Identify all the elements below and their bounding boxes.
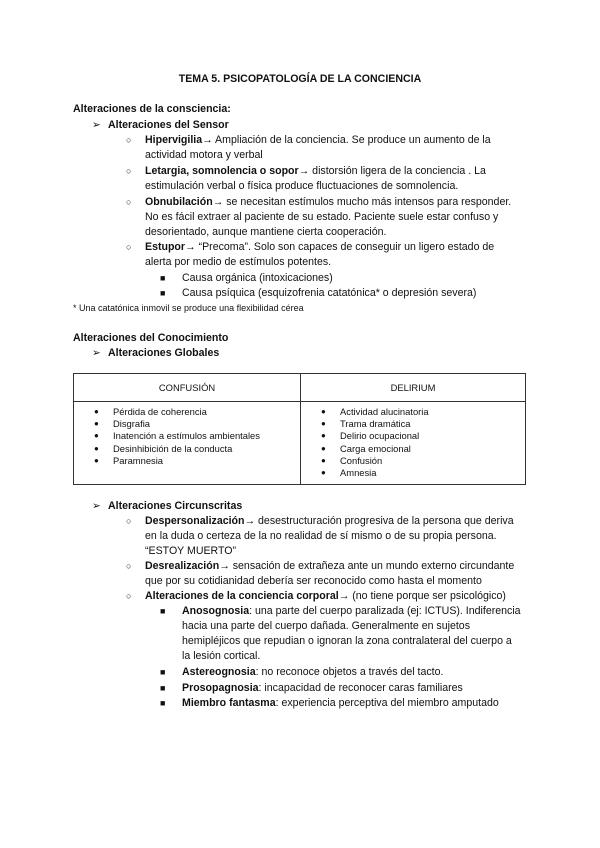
term: Letargia, somnolencia o sopor (145, 165, 299, 177)
list-item (321, 430, 525, 442)
definition: : no reconoce objetos a través del tacto. (255, 666, 444, 678)
definition: : una parte del cuerpo paralizada (ej: ICTUS). Indiferencia (249, 605, 521, 617)
definition-cont: hacia una parte del cuerpo dañada. Generalmente en sujetos (182, 620, 470, 632)
term: Anosognosia (182, 605, 250, 617)
list-item (94, 455, 300, 467)
dot-bullet-icon: ● (94, 455, 99, 465)
list-item (321, 455, 525, 467)
dot-bullet-icon: ● (321, 419, 326, 429)
definition: → (no tiene porque ser psicológico) (338, 590, 506, 602)
definition: → se necesitan estímulos mucho más intensos para responder. (212, 196, 512, 208)
item-text: Inatención a estímulos ambientales (113, 430, 260, 442)
term: Estupor (145, 241, 186, 253)
list-item-obnubilacion (126, 195, 526, 240)
list-item (94, 418, 300, 430)
dot-bullet-icon: ● (321, 431, 326, 441)
subitem-causa-psiquica (160, 286, 526, 301)
item-text: Trama dramática (340, 418, 411, 430)
definition: → Ampliación de la conciencia. Se produce un aumento de la (202, 134, 491, 146)
arrow-bullet-icon: ➢ (92, 500, 101, 512)
list-item-conciencia-corporal (126, 589, 526, 604)
list-item-desrealizacion (126, 559, 526, 589)
list-item (321, 418, 525, 430)
circle-bullet-icon: ○ (126, 197, 132, 207)
list-item-hipervigilia (126, 133, 526, 163)
dot-bullet-icon: ● (321, 407, 326, 416)
term: Astereognosia (182, 666, 256, 678)
term: Desrealización (145, 560, 220, 572)
definition-cont: desorientado, aunque mantiene cierta cooperación. (145, 226, 387, 238)
square-bullet-icon: ■ (160, 606, 166, 616)
list-item (321, 443, 525, 455)
definition-cont: “ESTOY MUERTO” (145, 545, 237, 557)
term: Alteraciones de la conciencia corporal (145, 590, 339, 602)
circle-bullet-icon: ○ (126, 166, 132, 176)
definition: : experiencia perceptiva del miembro amputado (275, 697, 499, 709)
subheading-label: Alteraciones Globales (108, 347, 220, 359)
subheading-globales (92, 346, 219, 361)
definition-cont: en la duda o certeza de la no realidad de sí mismo o de su propia persona. (145, 530, 497, 542)
term: Hipervigilia (145, 134, 203, 146)
definition-cont: hemipléjicos que repudian o ignoran la zona contralateral del cuerpo a (182, 635, 512, 647)
circle-bullet-icon: ○ (126, 591, 132, 601)
term: Prosopagnosia (182, 682, 259, 694)
subheading-circunscritas (92, 499, 242, 514)
item-text: Desinhibición de la conducta (113, 442, 233, 454)
comparison-table (73, 373, 526, 485)
item-text: Amnesia (340, 467, 377, 479)
term: Obnubilación (145, 196, 213, 208)
subheading-label: Alteraciones del Sensor (108, 119, 229, 131)
list-item (321, 406, 525, 418)
definition: → distorsión ligera de la conciencia . La (298, 165, 486, 177)
square-bullet-icon: ■ (160, 667, 166, 677)
item-text: Delirio ocupacional (340, 430, 420, 442)
dot-bullet-icon: ● (321, 443, 326, 453)
page-title: TEMA 5. PSICOPATOLOGÍA DE LA CONCIENCIA (178, 73, 422, 85)
definition: → desestructuración progresiva de la persona que deriva (244, 515, 514, 527)
table-header-confusion: CONFUSIÓN (74, 374, 301, 402)
subitem-text: Causa psíquica (esquizofrenia catatónica* o depresión severa) (182, 287, 477, 299)
table-cell-delirium (301, 402, 526, 485)
dot-bullet-icon: ● (94, 407, 99, 416)
definition-cont: No es fácil extraer al paciente de su estado. Paciente suele estar confuso y (145, 211, 499, 223)
list-item-despersonalizacion (126, 514, 526, 559)
definition-cont: actividad motora y verbal (145, 149, 263, 161)
subitem-miembro-fantasma (160, 696, 526, 711)
section-heading-consciencia: Alteraciones de la consciencia: (73, 103, 231, 115)
square-bullet-icon: ■ (160, 273, 166, 283)
list-item (321, 467, 525, 479)
item-text: Disgrafia (113, 418, 150, 430)
term: Miembro fantasma (182, 697, 276, 709)
list-item-letargia (126, 164, 526, 194)
dot-bullet-icon: ● (94, 443, 99, 453)
square-bullet-icon: ■ (160, 698, 166, 708)
subheading-label: Alteraciones Circunscritas (108, 500, 243, 512)
list-item (94, 430, 300, 442)
table-cell-confusion (74, 402, 301, 485)
definition: : incapacidad de reconocer caras familiares (258, 682, 463, 694)
subheading-sensor (92, 118, 229, 133)
square-bullet-icon: ■ (160, 683, 166, 693)
definition-cont: estimulación verbal o física produce fluctuaciones de somnolencia. (145, 180, 459, 192)
definition-cont: la lesión cortical. (182, 650, 261, 662)
circle-bullet-icon: ○ (126, 516, 132, 526)
arrow-bullet-icon: ➢ (92, 347, 101, 359)
list-item (94, 443, 300, 455)
list-item-estupor (126, 240, 526, 270)
circle-bullet-icon: ○ (126, 561, 132, 571)
definition-cont: que por su cotidianidad debería ser reconocido como hasta el momento (145, 575, 482, 587)
subitem-prosopagnosia (160, 681, 526, 696)
item-text: Pérdida de coherencia (113, 406, 207, 417)
footnote: * Una catatónica inmovil se produce una flexibilidad cérea (73, 303, 304, 313)
item-text: Carga emocional (340, 442, 411, 454)
subitem-text: Causa orgánica (intoxicaciones) (182, 272, 333, 284)
definition: → “Precoma”. Solo son capaces de conseguir un ligero estado de (185, 241, 495, 253)
definition: → sensación de extrañeza ante un mundo externo circundante (219, 560, 515, 572)
definition-cont: alerta por medio de estímulos potentes. (145, 256, 332, 268)
circle-bullet-icon: ○ (126, 135, 132, 145)
section-heading-conocimiento: Alteraciones del Conocimiento (73, 332, 229, 344)
arrow-bullet-icon: ➢ (92, 119, 101, 131)
list-item (94, 406, 300, 418)
subitem-anosognosia (160, 604, 526, 664)
subitem-causa-organica (160, 271, 526, 286)
table-header-delirium: DELIRIUM (301, 374, 526, 402)
circle-bullet-icon: ○ (126, 242, 132, 252)
square-bullet-icon: ■ (160, 288, 166, 298)
item-text: Actividad alucinatoria (340, 406, 429, 417)
item-text: Paramnesia (113, 454, 164, 466)
dot-bullet-icon: ● (321, 468, 326, 478)
dot-bullet-icon: ● (94, 431, 99, 441)
subitem-astereognosia (160, 665, 526, 680)
item-text: Confusión (340, 454, 383, 466)
dot-bullet-icon: ● (94, 419, 99, 429)
term: Despersonalización (145, 515, 245, 527)
dot-bullet-icon: ● (321, 455, 326, 465)
